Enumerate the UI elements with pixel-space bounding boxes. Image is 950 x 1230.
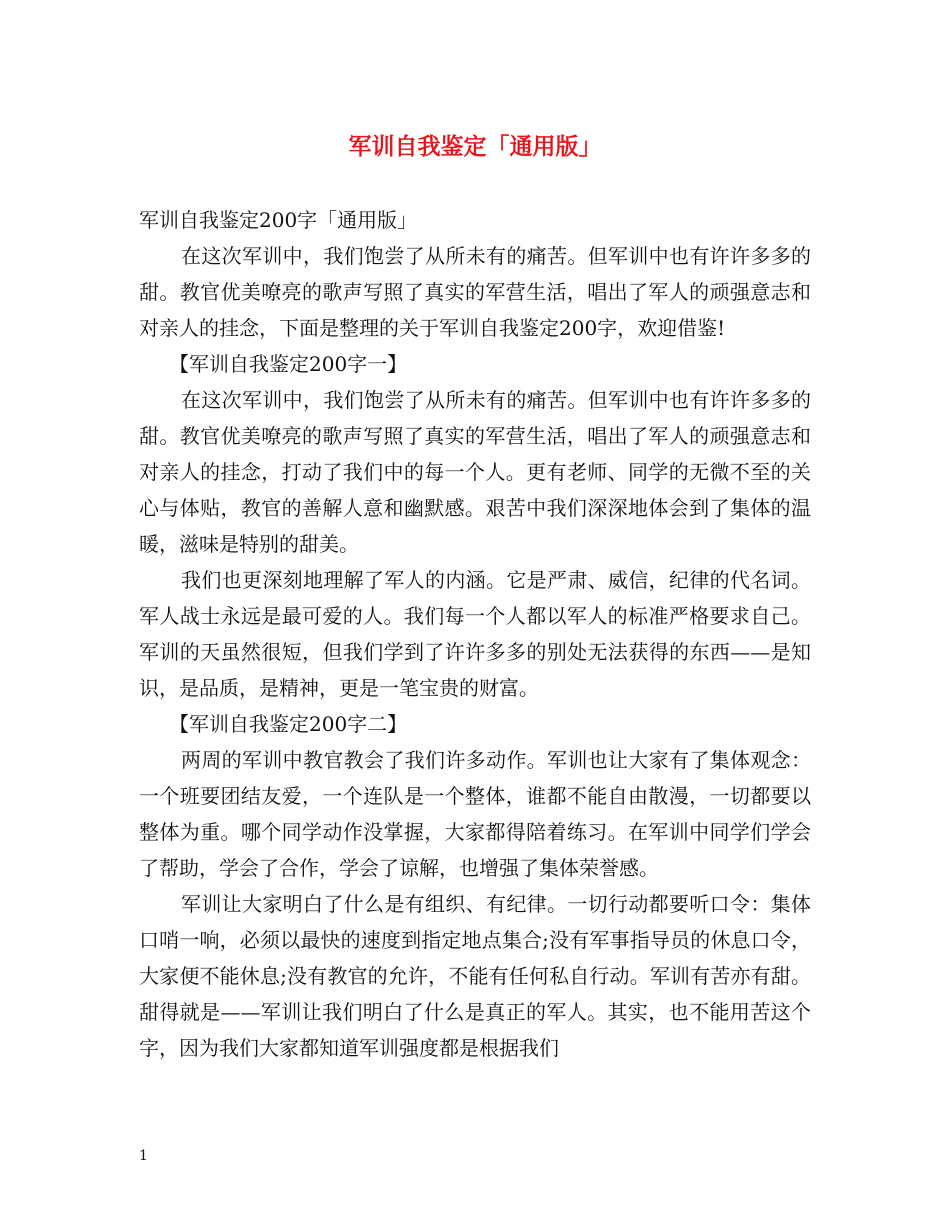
document-title: 军训自我鉴定「通用版」 [348, 133, 602, 160]
document-body [139, 202, 811, 1066]
section-heading-one: 【军训自我鉴定200字一】 [169, 352, 408, 376]
body-paragraph: 两周的军训中教官教会了我们许多动作。军训也让大家有了集体观念：一个班要团结友爱，一个连队是一个整体，谁都不能自由散漫，一切都要以整体为重。哪个同学动作没掌握，大家都得陪着练习。在军训中同学们学会了帮助，学会了合作，学会了谅解，也增强了集体荣誉感。 [139, 748, 811, 880]
section-heading-two: 【军训自我鉴定200字二】 [169, 712, 408, 736]
intro-paragraph: 在这次军训中，我们饱尝了从所未有的痛苦。但军训中也有许许多多的甜。教官优美嘹亮的歌声写照了真实的军营生活，唱出了军人的顽强意志和对亲人的挂念，下面是整理的关于军训自我鉴定200字，欢迎借鉴! [139, 244, 811, 340]
body-paragraph: 在这次军训中，我们饱尝了从所未有的痛苦。但军训中也有许许多多的甜。教官优美嘹亮的歌声写照了真实的军营生活，唱出了军人的顽强意志和对亲人的挂念，打动了我们中的每一个人。更有老师、同学的无微不至的关心与体贴，教官的善解人意和幽默感。艰苦中我们深深地体会到了集体的温暖，滋味是特别的甜美。 [139, 388, 811, 556]
body-paragraph: 军训让大家明白了什么是有组织、有纪律。一切行动都要听口令：集体口哨一响，必须以最快的速度到指定地点集合;没有军事指导员的休息口令，大家便不能休息;没有教官的允许，不能有任何私自行动。军训有苦亦有甜。甜得就是——军训让我们明白了什么是真正的军人。其实，也不能用苦这个字，因为我们大家都知道军训强度都是根据我们 [139, 892, 811, 1060]
body-paragraph: 我们也更深刻地理解了军人的内涵。它是严肃、威信，纪律的代名词。军人战士永远是最可爱的人。我们每一个人都以军人的标准严格要求自己。军训的天虽然很短，但我们学到了许许多多的别处无法获得的东西——是知识，是品质，是精神，更是一笔宝贵的财富。 [139, 568, 811, 700]
page-number: 1 [139, 1148, 148, 1164]
subtitle-paragraph: 军训自我鉴定200字「通用版」 [139, 208, 418, 232]
